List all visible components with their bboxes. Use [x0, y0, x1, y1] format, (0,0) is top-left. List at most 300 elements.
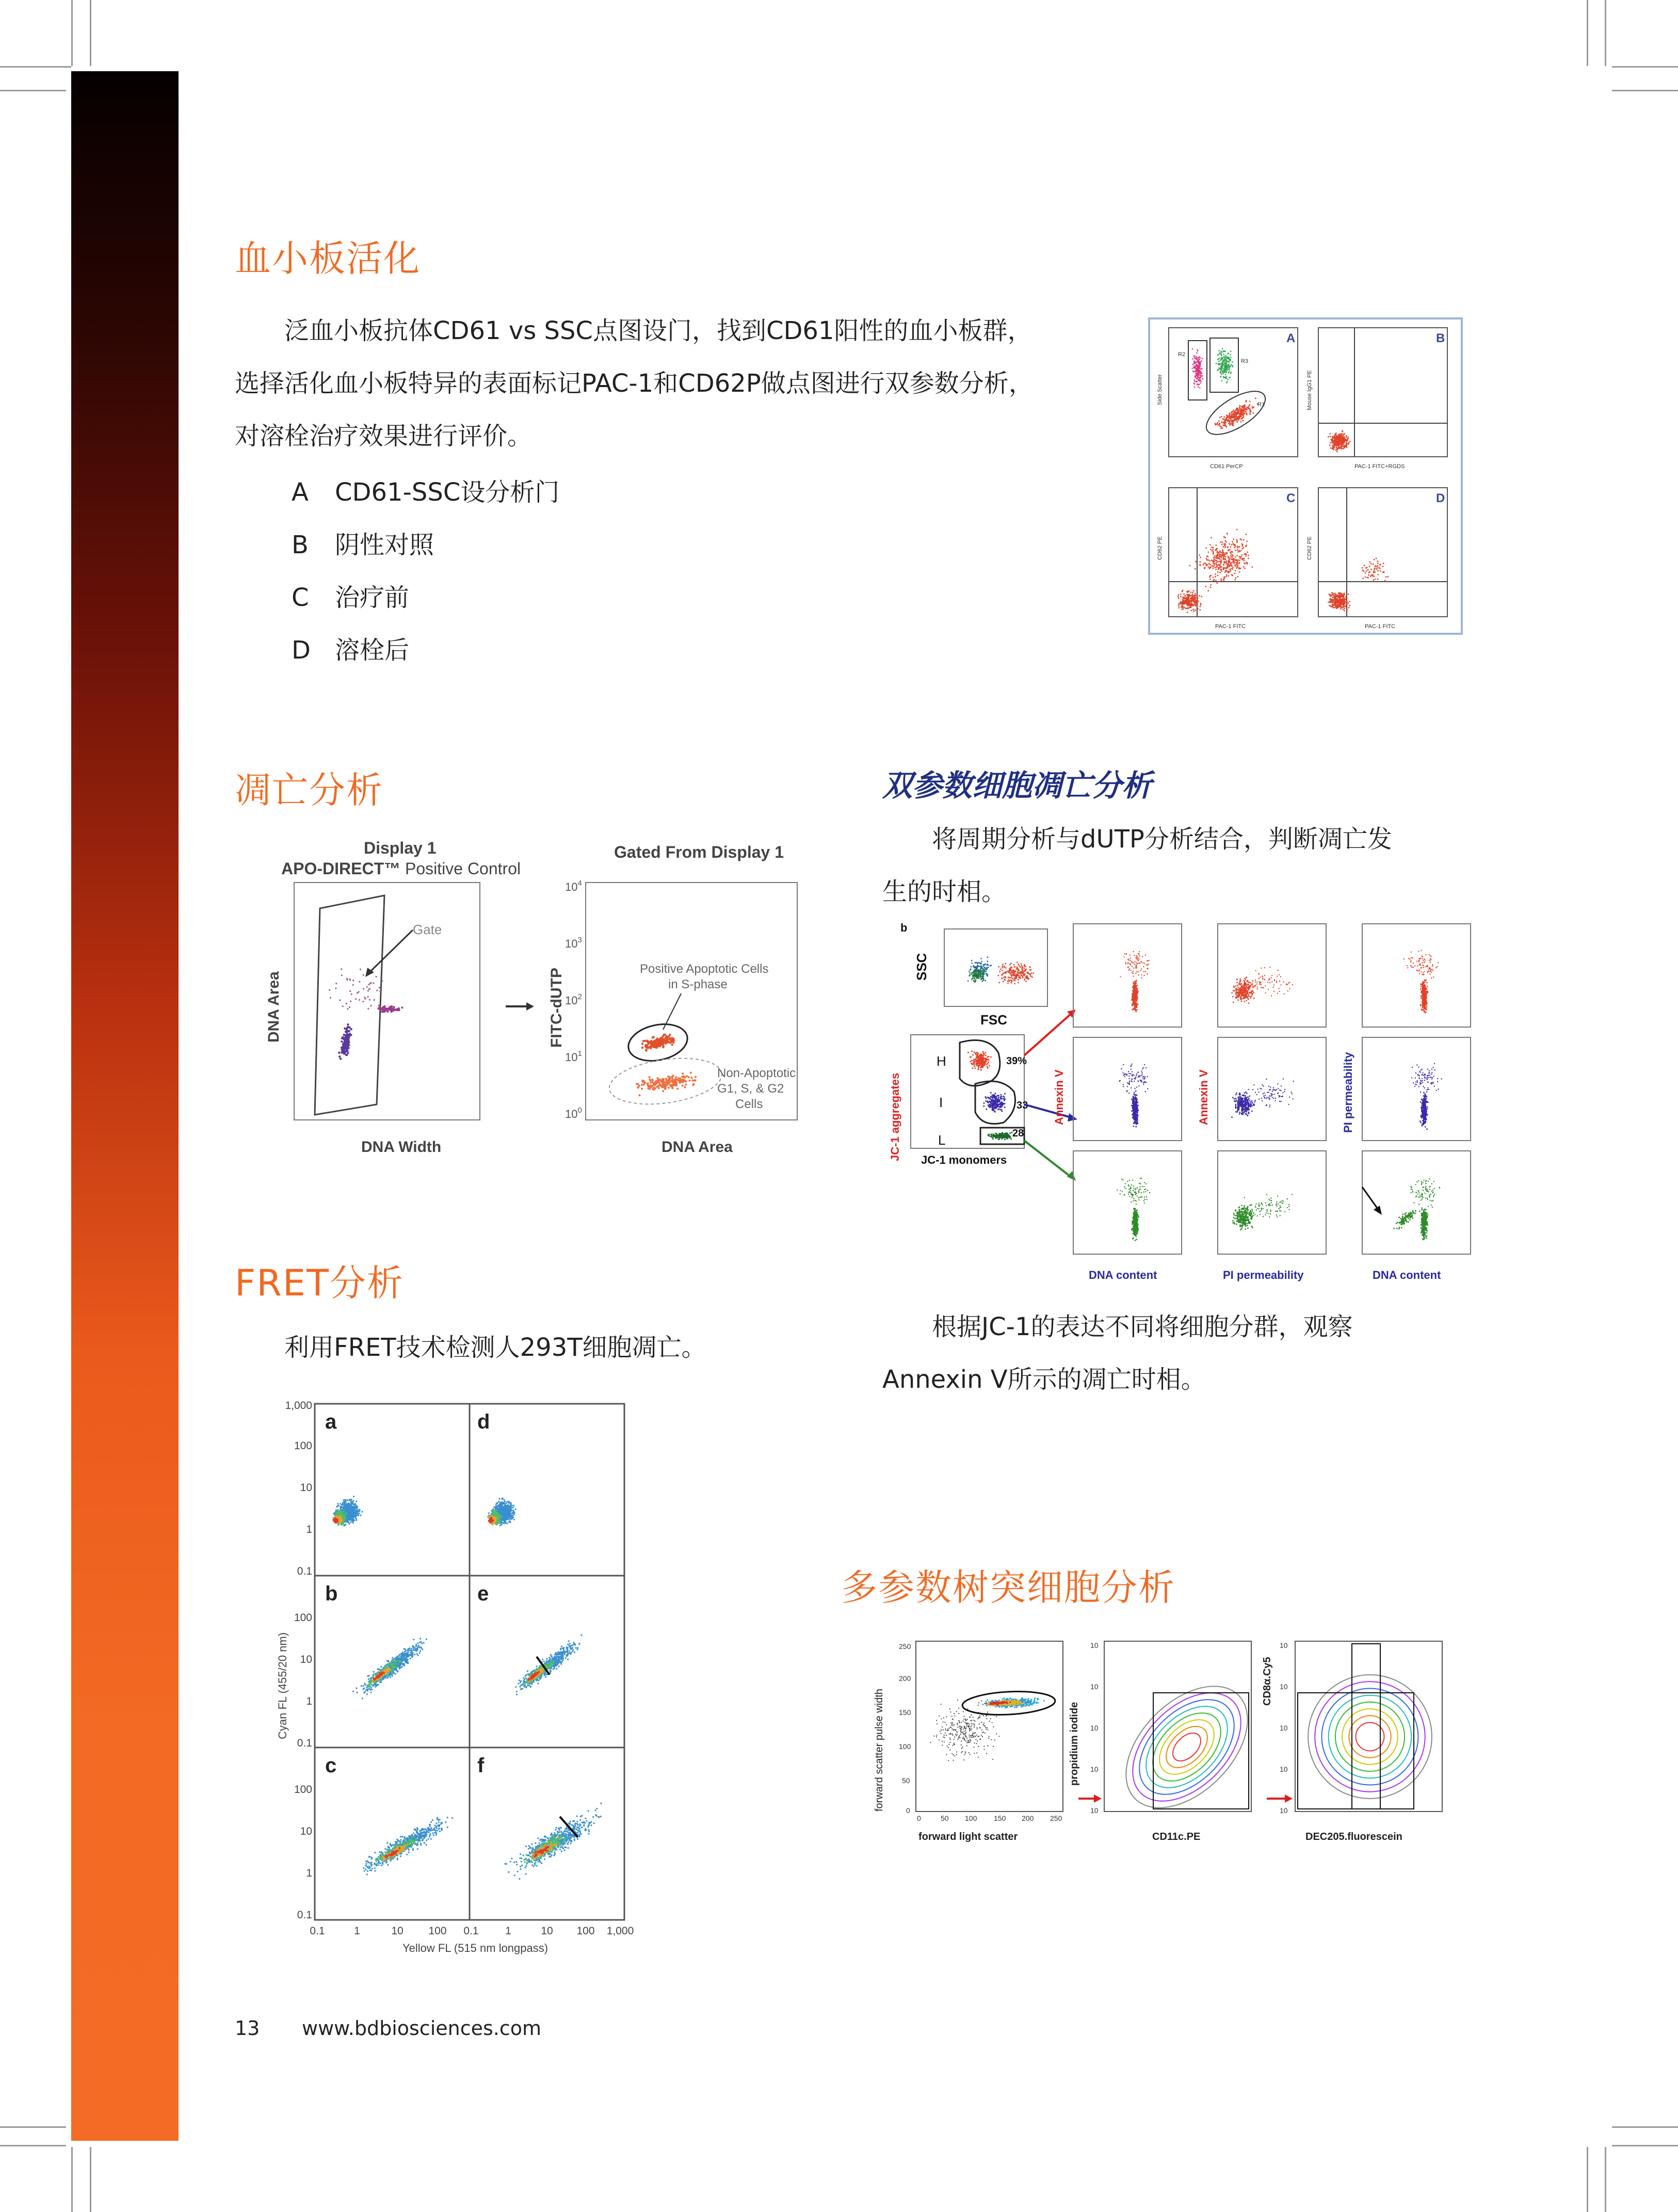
scatter-dot — [1230, 419, 1232, 420]
scatter-dot — [1196, 600, 1198, 601]
scatter-dot — [649, 1076, 651, 1078]
scatter-dot — [662, 1090, 664, 1092]
scatter-dot — [505, 1519, 507, 1520]
scatter-dot — [502, 1513, 504, 1514]
scatter-dot — [1237, 563, 1238, 565]
scatter-dot — [1223, 360, 1224, 361]
scatter-dot — [1239, 562, 1240, 564]
scatter-dot — [504, 1499, 505, 1501]
scatter-dot — [1205, 548, 1207, 549]
scatter-dot — [1195, 371, 1197, 372]
scatter-dot — [1332, 447, 1334, 449]
scatter-dot — [1230, 365, 1232, 367]
scatter-dot — [344, 1028, 346, 1030]
scatter-dot — [1226, 358, 1228, 359]
scatter-dot — [1220, 352, 1222, 354]
scatter-dot — [1237, 411, 1239, 412]
scatter-dot — [1183, 594, 1185, 595]
scatter-dot — [1231, 364, 1232, 365]
scatter-dot — [419, 1647, 421, 1648]
scatter-dot — [1209, 579, 1211, 580]
scatter-dot — [1224, 571, 1226, 573]
scatter-dot — [1187, 599, 1188, 600]
scatter-dot — [507, 1522, 508, 1524]
scatter-dot — [1343, 604, 1344, 606]
scatter-dot — [648, 1047, 650, 1049]
scatter-dot — [1241, 554, 1243, 556]
scatter-dot — [1377, 579, 1379, 580]
scatter-dot — [334, 1520, 336, 1522]
scatter-dot — [1220, 350, 1222, 352]
scatter-dot — [672, 1041, 674, 1044]
scatter-dot — [1344, 437, 1345, 438]
scatter-dot — [1243, 415, 1244, 416]
scatter-dot — [1221, 554, 1222, 556]
scatter-dot — [347, 1518, 349, 1520]
scatter-dot — [1241, 408, 1243, 410]
scatter-dot — [353, 1504, 355, 1506]
scatter-dot — [502, 1497, 503, 1499]
panel-b-xlabel: PAC-1 FITC+RGDS — [1354, 463, 1405, 470]
scatter-dot — [365, 998, 366, 1000]
ytick: $10^3$ — [565, 936, 582, 950]
scatter-dot — [1225, 374, 1227, 376]
scatter-dot — [1196, 606, 1198, 607]
scatter-dot — [664, 1084, 666, 1086]
scatter-dot — [1195, 368, 1197, 370]
scatter-dot — [1209, 567, 1211, 569]
scatter-dot — [1193, 367, 1195, 368]
scatter-dot — [344, 1515, 346, 1516]
scatter-dot — [348, 1507, 350, 1509]
scatter-dot — [1215, 544, 1217, 546]
scatter-dot — [1221, 354, 1222, 356]
scatter-dot — [340, 1515, 342, 1517]
scatter-dot — [514, 1509, 516, 1510]
scatter-dot — [1216, 564, 1217, 565]
scatter-dot — [666, 1037, 668, 1039]
scatter-dot — [1232, 568, 1234, 570]
scatter-dot — [1330, 442, 1331, 444]
scatter-dot — [338, 1512, 340, 1514]
scatter-dot — [1199, 380, 1200, 382]
scatter-dot — [1346, 591, 1347, 592]
scatter-dot — [1183, 608, 1184, 610]
apoptotic-label-2: in S-phase — [668, 977, 728, 991]
scatter-dot — [504, 1513, 505, 1515]
scatter-dot — [347, 1023, 349, 1025]
scatter-dot — [1348, 607, 1350, 608]
scatter-dot — [340, 1057, 342, 1060]
scatter-dot — [669, 1037, 671, 1039]
scatter-dot — [1336, 600, 1338, 601]
scatter-dot — [348, 1515, 350, 1516]
scatter-dot — [1331, 600, 1332, 602]
scatter-dot — [335, 983, 337, 984]
scatter-dot — [1347, 436, 1349, 438]
scatter-dot — [643, 1083, 645, 1085]
scatter-dot — [1225, 378, 1227, 379]
scatter-dot — [1218, 568, 1220, 569]
scatter-dot — [352, 980, 354, 981]
scatter-dot — [1205, 563, 1206, 564]
scatter-dot — [1232, 551, 1233, 553]
scatter-dot — [1345, 446, 1346, 448]
scatter-dot — [1335, 607, 1337, 608]
scatter-dot — [1243, 407, 1245, 409]
scatter-dot — [1349, 601, 1350, 602]
scatter-dot — [1335, 449, 1337, 451]
scatter-dot — [1225, 418, 1227, 419]
scatter-dot — [1342, 595, 1344, 597]
scatter-dot — [341, 1524, 342, 1526]
scatter-dot — [1230, 351, 1232, 352]
ytick: $10^2$ — [565, 992, 582, 1007]
scatter-dot — [342, 1005, 344, 1007]
scatter-dot — [1337, 444, 1338, 445]
scatter-dot — [507, 1516, 508, 1517]
scatter-dot — [1344, 610, 1345, 612]
platelet-line-3: 对溶栓治疗效果进行评价。 — [235, 422, 533, 451]
scatter-dot — [1335, 604, 1336, 605]
scatter-dot — [1239, 556, 1241, 558]
scatter-dot — [1230, 357, 1232, 358]
scatter-dot — [1207, 566, 1209, 568]
scatter-dot — [367, 996, 369, 998]
scatter-dot — [1231, 574, 1233, 575]
scatter-dot — [1337, 596, 1339, 597]
scatter-dot — [1337, 607, 1338, 608]
scatter-dot — [1334, 594, 1336, 595]
scatter-dot — [1226, 365, 1228, 366]
scatter-dot — [1230, 372, 1232, 373]
display1-xlabel: DNA Width — [361, 1139, 442, 1156]
scatter-dot — [1222, 351, 1223, 352]
scatter-dot — [1197, 367, 1199, 368]
scatter-dot — [671, 1078, 673, 1080]
scatter-dot — [1344, 598, 1346, 599]
scatter-dot — [346, 1054, 348, 1056]
flow-arrowhead — [526, 1002, 534, 1011]
scatter-dot — [1223, 559, 1225, 560]
scatter-dot — [1240, 413, 1242, 415]
scatter-dot — [1220, 556, 1222, 557]
scatter-dot — [1338, 435, 1340, 437]
scatter-dot — [382, 1008, 384, 1011]
scatter-dot — [1338, 438, 1340, 440]
scatter-dot — [1201, 596, 1202, 597]
scatter-dot — [1200, 604, 1202, 606]
scatter-dot — [1243, 539, 1245, 541]
scatter-dot — [1206, 558, 1207, 559]
scatter-dot — [688, 1076, 690, 1078]
item-text: 溶栓后 — [335, 636, 410, 665]
scatter-dot — [1220, 569, 1221, 570]
scatter-dot — [1235, 419, 1236, 420]
scatter-dot — [1342, 436, 1343, 437]
scatter-dot — [1236, 539, 1238, 541]
nonapoptotic-label-2: G1, S, & G2 — [717, 1082, 784, 1096]
scatter-dot — [1229, 358, 1230, 359]
platelet-item-a — [292, 472, 559, 508]
scatter-dot — [1239, 406, 1241, 407]
scatter-dot — [1224, 422, 1226, 423]
scatter-dot — [1218, 367, 1220, 369]
scatter-dot — [1330, 605, 1331, 607]
platelet-item-c — [292, 578, 409, 613]
scatter-dot — [1202, 378, 1204, 380]
scatter-dot — [1227, 552, 1228, 554]
scatter-dot — [1190, 591, 1191, 593]
scatter-dot — [509, 1514, 510, 1516]
scatter-dot — [1216, 557, 1217, 559]
scatter-dot — [1218, 354, 1220, 355]
scatter-dot — [347, 1499, 348, 1501]
panel-a-xlabel: CD61 PerCP — [1210, 463, 1243, 470]
scatter-dot — [505, 1515, 507, 1516]
scatter-dot — [502, 1511, 504, 1513]
scatter-dot — [691, 1079, 693, 1081]
gate-label: Gate — [413, 922, 442, 937]
scatter-dot — [501, 1521, 503, 1523]
scatter-dot — [493, 1506, 495, 1508]
scatter-dot — [1217, 355, 1219, 356]
scatter-dot — [495, 1518, 497, 1520]
scatter-dot — [1223, 370, 1225, 371]
scatter-dot — [1232, 555, 1234, 556]
scatter-dot — [496, 1515, 498, 1516]
scatter-dot — [492, 1513, 494, 1515]
scatter-dot — [503, 1502, 504, 1503]
scatter-dot — [1192, 371, 1194, 372]
scatter-dot — [1231, 562, 1233, 564]
scatter-dot — [1206, 555, 1208, 557]
scatter-dot — [498, 1504, 499, 1506]
scatter-dot — [1217, 561, 1219, 563]
scatter-dot — [1233, 425, 1234, 426]
scatter-dot — [1236, 541, 1238, 543]
scatter-dot — [1220, 372, 1221, 374]
scatter-dot — [1197, 596, 1198, 598]
scatter-dot — [672, 1083, 674, 1085]
scatter-dot — [1224, 365, 1225, 366]
scatter-dot — [1349, 441, 1351, 442]
scatter-dot — [1221, 543, 1223, 545]
scatter-dot — [346, 1029, 348, 1031]
scatter-dot — [1237, 565, 1239, 566]
scatter-dot — [1244, 568, 1246, 569]
scatter-dot — [1231, 423, 1233, 425]
scatter-dot — [1227, 533, 1228, 534]
scatter-dot — [1198, 360, 1199, 361]
scatter-dot — [1230, 420, 1231, 422]
scatter-dot — [1195, 593, 1196, 595]
scatter-dot — [335, 987, 336, 989]
scatter-dot — [373, 982, 374, 984]
scatter-dot — [513, 1505, 514, 1506]
scatter-dot — [1195, 598, 1196, 600]
scatter-dot — [1336, 443, 1337, 445]
scatter-dot — [1236, 408, 1237, 409]
scatter-dot — [1248, 557, 1249, 559]
scatter-dot — [495, 1504, 497, 1506]
scatter-dot — [367, 1008, 369, 1009]
scatter-dot — [499, 1515, 501, 1516]
scatter-dot — [1228, 361, 1229, 362]
scatter-dot — [1197, 604, 1198, 606]
scatter-dot — [349, 1499, 350, 1500]
scatter-dot — [1341, 606, 1342, 607]
scatter-dot — [1232, 416, 1234, 418]
scatter-dot — [662, 1046, 664, 1048]
scatter-dot — [1374, 571, 1376, 573]
gate-arrow — [369, 930, 413, 973]
scatter-dot — [1344, 447, 1345, 449]
scatter-dot — [1243, 410, 1244, 411]
scatter-dot — [1249, 404, 1251, 406]
scatter-dot — [1196, 352, 1198, 354]
scatter-dot — [509, 1517, 511, 1519]
scatter-dot — [1335, 597, 1336, 599]
scatter-dot — [1230, 546, 1231, 548]
scatter-dot — [1346, 601, 1348, 603]
crop-mark — [1605, 0, 1606, 66]
scatter-dot — [1217, 552, 1218, 553]
item-text: 阴性对照 — [335, 531, 434, 559]
scatter-dot — [1236, 529, 1238, 531]
scatter-dot — [1331, 442, 1333, 444]
scatter-dot — [1199, 356, 1200, 358]
scatter-dot — [1340, 605, 1342, 606]
scatter-dot — [505, 1502, 507, 1504]
scatter-dot — [1225, 576, 1227, 578]
crop-mark — [1587, 2147, 1588, 2212]
scatter-dot — [511, 1518, 512, 1520]
scatter-dot — [1217, 422, 1218, 424]
platelet-paragraph — [235, 304, 1034, 462]
scatter-dot — [1227, 565, 1229, 567]
scatter-dot — [1374, 559, 1375, 560]
scatter-dot — [1220, 563, 1221, 565]
scatter-dot — [1184, 607, 1185, 608]
scatter-dot — [656, 1077, 658, 1079]
scatter-dot — [1224, 357, 1226, 359]
scatter-dot — [501, 1516, 502, 1518]
scatter-dot — [1195, 568, 1196, 570]
panel-label-c: C — [1286, 491, 1296, 505]
scatter-dot — [1222, 358, 1223, 360]
scatter-dot — [343, 1499, 344, 1501]
scatter-dot — [1337, 603, 1338, 604]
scatter-dot — [1230, 552, 1231, 553]
scatter-dot — [1200, 375, 1201, 377]
scatter-dot — [338, 1052, 340, 1054]
scatter-dot — [1229, 543, 1231, 545]
scatter-dot — [1334, 597, 1335, 598]
scatter-dot — [641, 1084, 643, 1086]
scatter-dot — [1228, 372, 1230, 374]
scatter-dot — [344, 1517, 346, 1518]
scatter-dot — [1329, 433, 1331, 435]
scatter-dot — [1203, 563, 1205, 564]
scatter-dot — [338, 1524, 340, 1525]
scatter-dot — [350, 1515, 352, 1516]
scatter-dot — [1187, 594, 1188, 596]
apoptotic-label-1: Positive Apoptotic Cells — [640, 962, 769, 976]
scatter-dot — [1226, 414, 1228, 416]
scatter-dot — [1375, 565, 1376, 567]
scatter-dot — [1219, 417, 1221, 419]
scatter-dot — [1237, 419, 1239, 420]
scatter-dot — [1243, 566, 1245, 568]
scatter-dot — [350, 1510, 352, 1512]
scatter-dot — [1219, 364, 1220, 365]
scatter-dot — [695, 1076, 697, 1078]
scatter-dot — [1227, 353, 1229, 355]
scatter-dot — [330, 997, 331, 999]
scatter-dot — [1214, 565, 1215, 567]
scatter-dot — [338, 1055, 341, 1057]
scatter-dot — [1234, 560, 1236, 562]
scatter-dot — [1229, 377, 1231, 379]
scatter-dot — [1216, 582, 1218, 584]
scatter-dot — [1199, 387, 1201, 389]
scatter-dot — [1240, 412, 1241, 413]
scatter-dot — [1348, 442, 1349, 443]
scatter-dot — [339, 999, 341, 1001]
scatter-dot — [1217, 370, 1219, 371]
scatter-dot — [386, 1677, 388, 1678]
scatter-dot — [496, 1506, 498, 1508]
scatter-dot — [500, 1503, 502, 1505]
item-text: CD61-SSC设分析门 — [335, 478, 560, 507]
scatter-dot — [1196, 356, 1197, 358]
scatter-dot — [352, 984, 354, 986]
scatter-dot — [362, 1685, 364, 1687]
scatter-dot — [1188, 590, 1190, 592]
scatter-dot — [381, 980, 383, 982]
scatter-dot — [1246, 562, 1247, 564]
scatter-dot — [488, 1512, 490, 1514]
scatter-dot — [401, 1006, 403, 1008]
scatter-dot — [1240, 410, 1241, 412]
scatter-dot — [1368, 574, 1369, 576]
scatter-dot — [356, 1519, 357, 1521]
scatter-dot — [1232, 567, 1234, 568]
scatter-dot — [1241, 545, 1243, 547]
scatter-dot — [1224, 363, 1225, 364]
scatter-dot — [1243, 420, 1244, 421]
scatter-dot — [336, 1506, 337, 1508]
scatter-dot — [1377, 565, 1378, 567]
scatter-dot — [391, 1005, 393, 1007]
scatter-dot — [1334, 601, 1335, 603]
scatter-dot — [513, 1519, 515, 1520]
scatter-dot — [1346, 443, 1348, 444]
scatter-dot — [1225, 359, 1227, 361]
scatter-dot — [1223, 350, 1225, 351]
scatter-dot — [1333, 437, 1334, 439]
scatter-dot — [497, 1521, 499, 1523]
scatter-dot — [650, 1042, 652, 1044]
scatter-dot — [511, 1512, 512, 1514]
scatter-dot — [1229, 559, 1230, 561]
scatter-dot — [346, 978, 348, 980]
scatter-dot — [1229, 371, 1230, 372]
scatter-dot — [341, 974, 343, 976]
scatter-dot — [1202, 358, 1203, 359]
scatter-dot — [658, 1045, 660, 1047]
